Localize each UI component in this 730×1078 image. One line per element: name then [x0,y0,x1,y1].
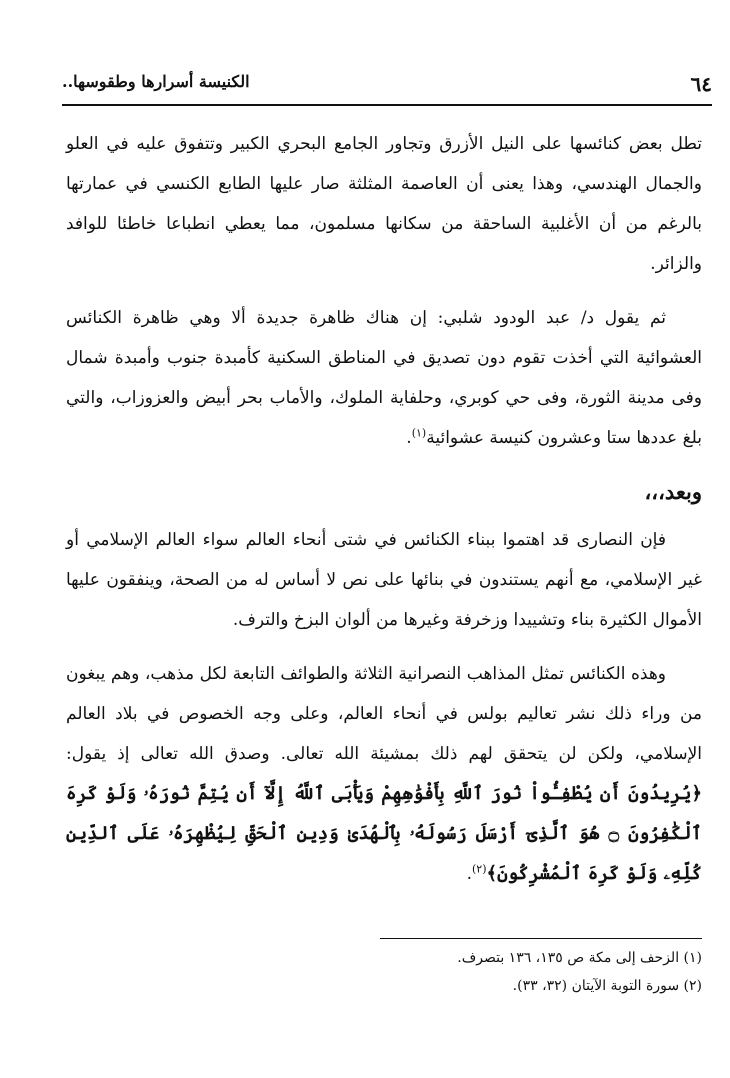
paragraph-4 [66,654,702,894]
page-header [62,68,712,108]
footnote-ref-2: (٢) [472,862,487,876]
footnote-ref-1: (١) [411,426,427,440]
footnotes [66,944,702,1000]
paragraph-2-end: . [406,428,412,448]
paragraph-1: تطل بعض كنائسها على النيل الأزرق وتجاور الجامع البحري الكبير وتتفوق عليه في العلو والجمال الهندسي، وهذا يعنى أن العاصمة المثلثة صار عليها الطابع الكنسي في عمارتها بالرغم من أن الأغلبية الساحقة من سكانها مسلمون، مما يعطي انطباعا خاطئا للوافد والزائر. [66,134,702,274]
quran-verse: ﴿يُرِيدُونَ أَن يُطْفِـُٔواْ نُورَ ٱللَّهِ بِأَفْوَٰهِهِمْ وَيَأْبَى ٱللَّهُ إِلَّآ أَن يُتِمَّ نُورَهُۥ وَلَوْ كَرِهَ ٱلْكَٰفِرُونَ ۝ هُوَ ٱلَّذِىٓ أَرْسَلَ رَسُولَهُۥ بِٱلْهُدَىٰ وَدِينِ ٱلْحَقِّ لِيُظْهِرَهُۥ عَلَى ٱلدِّينِ كُلِّهِۦ وَلَوْ كَرِهَ ٱلْمُشْرِكُونَ﴾ [66,783,702,884]
page-number: ٦٤ [690,72,712,96]
paragraph-3: فإن النصارى قد اهتموا ببناء الكنائس في شتى أنحاء العالم سواء العالم الإسلامي أو غير الإسلامي، مع أنهم يستندون في بنائها على نص لا أساس له من الصحة، وينفقون عليها الأموال الكثيرة بناء وتشييدا وزخرفة وغيرها من ألوان البزخ والترف. [66,530,702,630]
footnote-2: (٢) سورة التوبة الآيتان (٣٢، ٣٣). [512,978,702,994]
footnote-1: (١) الزحف إلى مكة ص ١٣٥، ١٣٦ بتصرف. [457,950,702,966]
body-text [66,124,702,908]
paragraph-2-text: ثم يقول د/ عبد الودود شلبي: إن هناك ظاهرة جديدة ألا وهي ظاهرة الكنائس العشوائية التي أخذت تقوم دون تصديق في المناطق السكنية كأمبدة جنوب وأمبدة شمال وفى مدينة الثورة، وفى حي كوبري، وحلفاية الملوك، والأماب بحر أبيض والعزوزاب، والتي بلغ عددها ستا وعشرون كنيسة عشوائية [66,308,702,448]
paragraph-4-end: . [466,864,472,884]
header-rule [62,104,712,106]
paragraph-2 [66,298,702,458]
section-heading: وبعد،،، [644,479,702,504]
paragraph-4-text: وهذه الكنائس تمثل المذاهب النصرانية الثلاثة والطوائف التابعة لكل مذهب، وهم يبغون من وراء ذلك نشر تعاليم بولس في أنحاء العالم، وعلى وجه الخصوص في بلاد العالم الإسلامي، ولكن لن يتحقق لهم ذلك بمشيئة الله تعالى. وصدق الله تعالى إذ يقول: [66,664,702,764]
running-title: الكنيسة أسرارها وطقوسها.. [62,72,250,91]
footnote-rule [380,938,702,939]
